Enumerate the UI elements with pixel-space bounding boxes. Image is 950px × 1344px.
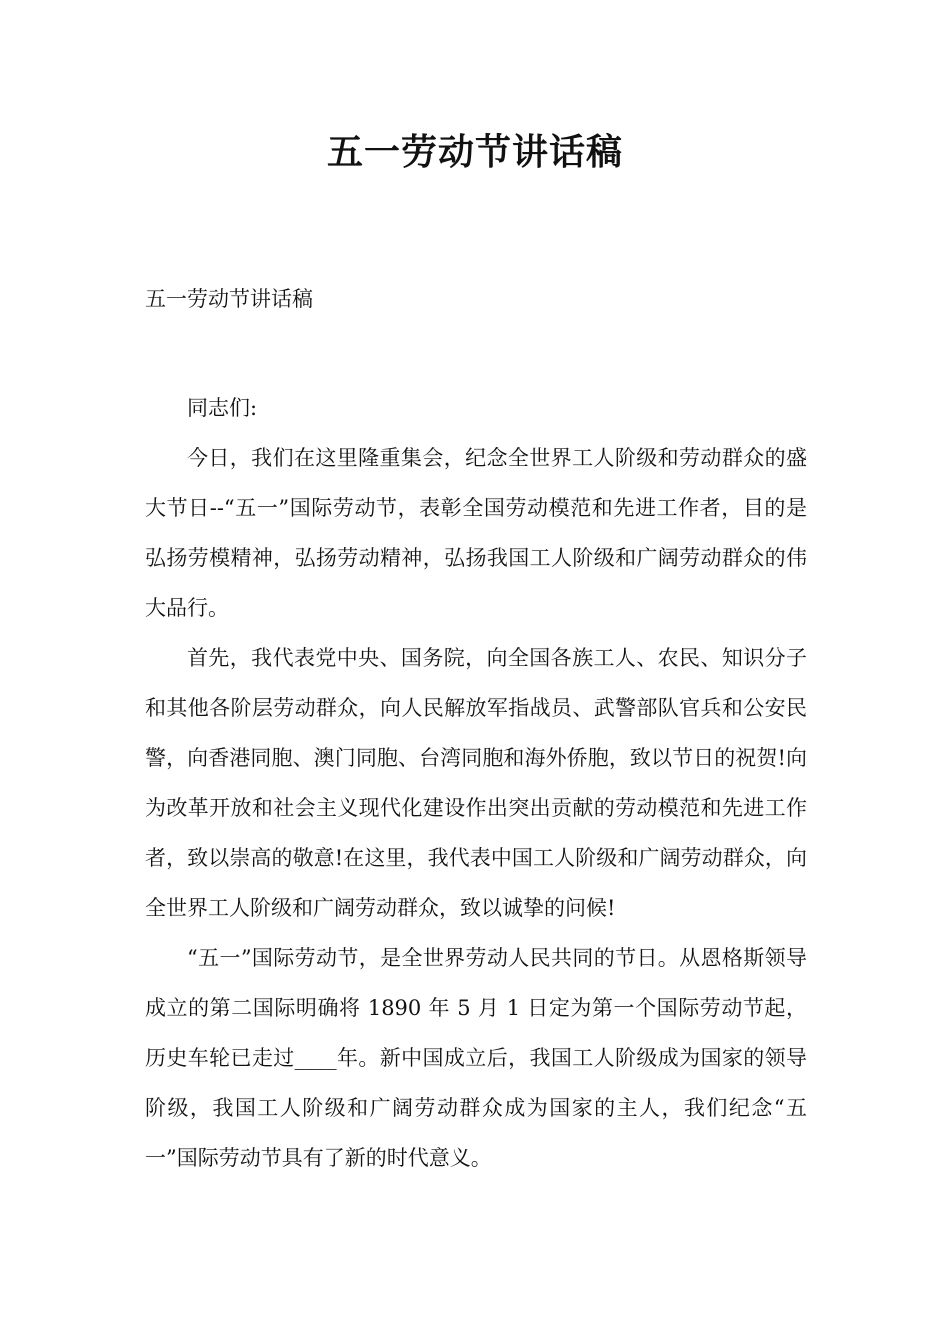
paragraph: 今日，我们在这里隆重集会，纪念全世界工人阶级和劳动群众的盛大节日--“五一”国际劳动节，表彰全国劳动模范和先进工作者，目的是弘扬劳模精神，弘扬劳动精神，弘扬我国工人阶级和广阔劳动群众的伟大品行。	[145, 446, 807, 620]
document-body	[145, 383, 807, 1183]
paragraph: 首先，我代表党中央、国务院，向全国各族工人、农民、知识分子和其他各阶层劳动群众，向人民解放军指战员、武警部队官兵和公安民警，向香港同胞、澳门同胞、台湾同胞和海外侨胞，致以节日的祝贺!向为改革开放和社会主义现代化建设作出突出贡献的劳动模范和先进工作者，致以崇高的敬意!在这里，我代表中国工人阶级和广阔劳动群众，向全世界工人阶级和广阔劳动群众，致以诚挚的问候!	[145, 646, 807, 920]
paragraph: “五一”国际劳动节，是全世界劳动人民共同的节日。从恩格斯领导成立的第二国际明确将 1890 年 5 月 1 日定为第一个国际劳动节起，历史车轮已走过____年。新中国成立后，我国工人阶级成为国家的领导阶级，我国工人阶级和广阔劳动群众成为国家的主人，我们纪念“五一”国际劳动节具有了新的时代意义。	[145, 946, 807, 1170]
paragraph-greeting: 同志们:	[187, 396, 258, 420]
page-title: 五一劳动节讲话稿	[326, 132, 623, 173]
document-subtitle: 五一劳动节讲话稿	[145, 287, 313, 311]
